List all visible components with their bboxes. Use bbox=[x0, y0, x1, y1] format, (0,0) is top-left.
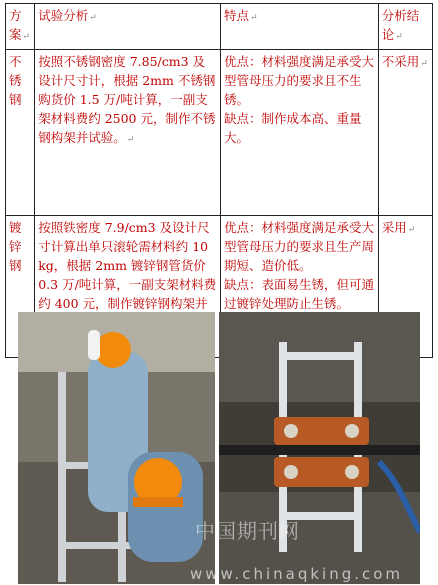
paragraph-mark-icon: ↵ bbox=[89, 13, 97, 23]
table-header-row bbox=[6, 4, 433, 50]
paragraph-mark-icon: ↵ bbox=[250, 13, 258, 23]
photo-roller-device bbox=[219, 312, 420, 584]
header-scheme: 方案↵ bbox=[6, 4, 35, 50]
cell-scheme: 不锈钢 bbox=[6, 50, 35, 216]
watermark-url: www.chinaqking.com bbox=[190, 565, 404, 583]
cell-conclusion: 采用↵ bbox=[378, 216, 432, 358]
header-analysis: 试验分析↵ bbox=[35, 4, 221, 50]
paragraph-mark-icon: ↵ bbox=[395, 32, 403, 42]
header-features: 特点↵ bbox=[221, 4, 379, 50]
cell-analysis: 按照铁密度 7.9/cm3 及设计尺寸计算出单只滚轮需材料约 10 kg，根据 2mm 镀锌钢管货价 0.3 万/吨计算，一副支架材料费约 400 元，制作镀锌钢构架并 bbox=[35, 216, 221, 358]
table-row bbox=[6, 50, 433, 216]
cell-conclusion: 不采用↵ bbox=[378, 50, 432, 216]
watermark-site-name: 中国期刊网 bbox=[195, 519, 300, 543]
photo-workers-assembling-frame bbox=[18, 312, 215, 584]
paragraph-mark-icon: ↵ bbox=[22, 32, 31, 42]
header-conclusion: 分析结论↵ bbox=[378, 4, 432, 50]
cell-analysis: 按照不锈钢密度 7.85/cm3 及设计尺寸计，根据 2mm 不锈钢购货价 1.5 万/吨计算，一副支架材料费约 2500 元，制作不锈钢构架并试验。↵ bbox=[35, 50, 221, 216]
comparison-table bbox=[5, 3, 433, 358]
roller-photo-graphic bbox=[219, 312, 420, 584]
workers-photo-graphic bbox=[18, 312, 215, 584]
cell-scheme: 镀锌钢 bbox=[6, 216, 35, 358]
cell-features: 优点：材料强度满足承受大型管母压力的要求且不生锈。 缺点：制作成本高、重量大。 bbox=[221, 50, 379, 216]
photo-strip bbox=[18, 312, 420, 584]
cell-features: 优点：材料强度满足承受大型管母压力的要求且生产周期短、造价低。 缺点：表面易生锈，但可通过镀锌处理防止生锈。 bbox=[221, 216, 379, 358]
